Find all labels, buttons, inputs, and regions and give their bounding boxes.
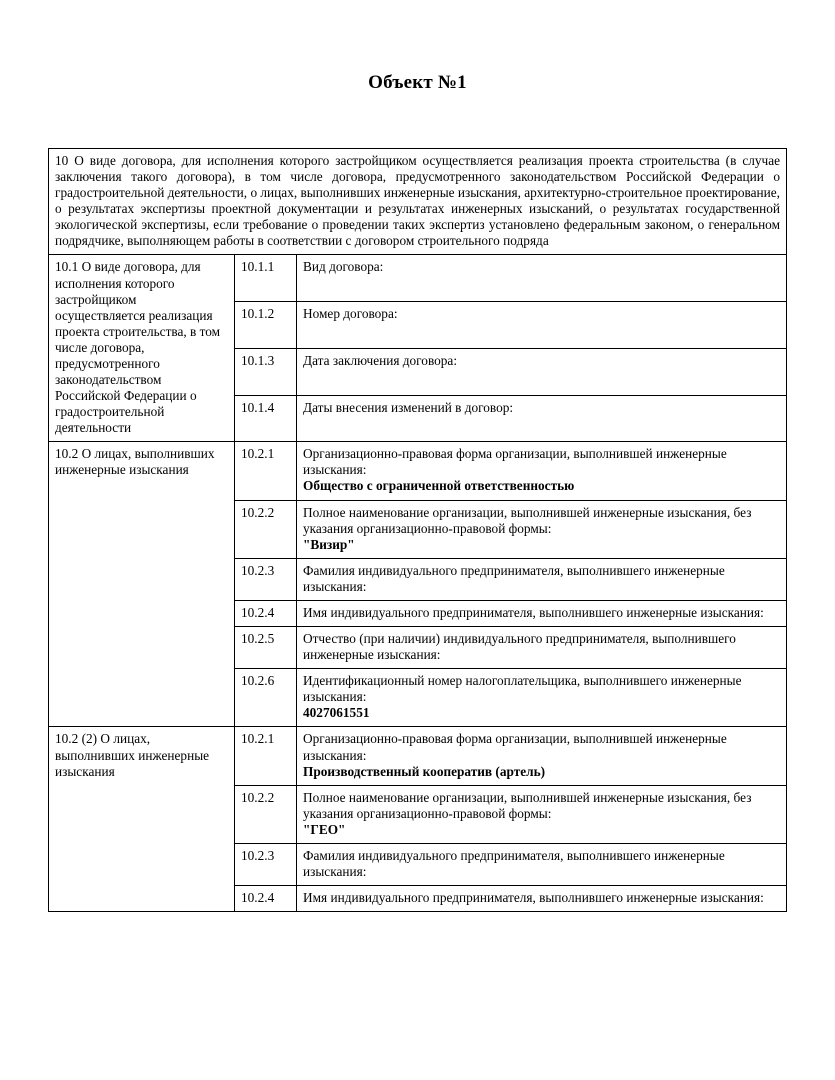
row-field bbox=[297, 843, 787, 885]
row-field bbox=[297, 348, 787, 395]
row-code: 10.2.3 bbox=[235, 843, 297, 885]
row-field bbox=[297, 255, 787, 302]
row-code: 10.2.5 bbox=[235, 627, 297, 669]
row-code: 10.1.3 bbox=[235, 348, 297, 395]
row-field-label: Фамилия индивидуального предпринимателя, выполнившего инженерные изыскания: bbox=[303, 562, 725, 594]
row-field-label: Вид договора: bbox=[303, 259, 384, 275]
row-field bbox=[297, 395, 787, 442]
row-code: 10.2.2 bbox=[235, 785, 297, 843]
table-header-row bbox=[49, 149, 787, 255]
row-code: 10.2.6 bbox=[235, 669, 297, 727]
row-field-label: Полное наименование организации, выполнившей инженерные изыскания, без указания организационно-правовой формы: bbox=[303, 504, 752, 536]
section-header-text: 10 О виде договора, для исполнения которого застройщиком осуществляется реализация проекта строительства (в случае заключения такого договора), в том числе договора, предусмотренного законодательством Российской Федерации о градостроительной деятельности, о лицах, выполнивших инженерные изыскания, архитектурно-строительное проектирование, о результатах экспертизы проектной документации и результатах инженерных изысканий, о результатах государственной экологической экспертизы, если требование о проведении таких экспертиз установлено федеральным законом, о генеральном подрядчике, выполняющем работы в соответствии с договором строительного подряда bbox=[49, 149, 787, 255]
row-value: Общество с ограниченной ответственностью bbox=[303, 478, 575, 494]
page-title: Объект №1 bbox=[368, 72, 467, 93]
row-section-label: 10.2 (2) О лицах, выполнивших инженерные изыскания bbox=[49, 727, 235, 912]
row-field bbox=[297, 627, 787, 669]
row-field bbox=[297, 785, 787, 843]
row-section-label: 10.1 О виде договора, для исполнения которого застройщиком осуществляется реализация проекта строительства, в том числе договора, предусмотренного законодательством Российской Федерации о градостроительной деятельности bbox=[49, 255, 235, 442]
row-field-label: Идентификационный номер налогоплательщика, выполнившего инженерные изыскания: bbox=[303, 673, 742, 705]
row-field bbox=[297, 727, 787, 785]
row-field bbox=[297, 669, 787, 727]
row-value: 4027061551 bbox=[303, 705, 370, 721]
row-field-label: Даты внесения изменений в договор: bbox=[303, 399, 514, 415]
row-field-label: Организационно-правовая форма организации, выполнившей инженерные изыскания: bbox=[303, 731, 727, 763]
declaration-table bbox=[48, 148, 787, 912]
row-field-label: Полное наименование организации, выполнившей инженерные изыскания, без указания организационно-правовой формы: bbox=[303, 789, 752, 821]
row-code: 10.2.1 bbox=[235, 442, 297, 500]
row-field-label: Отчество (при наличии) индивидуального предпринимателя, выполнившего инженерные изыскания: bbox=[303, 631, 736, 663]
row-field-label: Имя индивидуального предпринимателя, выполнившего инженерные изыскания: bbox=[303, 890, 764, 906]
row-field bbox=[297, 500, 787, 558]
row-field bbox=[297, 302, 787, 349]
row-code: 10.1.4 bbox=[235, 395, 297, 442]
row-field-label: Фамилия индивидуального предпринимателя, выполнившего инженерные изыскания: bbox=[303, 847, 725, 879]
row-code: 10.1.1 bbox=[235, 255, 297, 302]
row-code: 10.2.2 bbox=[235, 500, 297, 558]
row-value: "ГЕО" bbox=[303, 821, 346, 837]
row-code: 10.2.1 bbox=[235, 727, 297, 785]
row-value: "Визир" bbox=[303, 536, 355, 552]
row-field-label: Номер договора: bbox=[303, 306, 398, 322]
row-code: 10.1.2 bbox=[235, 302, 297, 349]
row-field-label: Организационно-правовая форма организации, выполнившей инженерные изыскания: bbox=[303, 446, 727, 478]
row-value: Производственный кооператив (артель) bbox=[303, 763, 546, 779]
row-code: 10.2.4 bbox=[235, 600, 297, 626]
row-field bbox=[297, 600, 787, 626]
table-row bbox=[49, 442, 787, 500]
row-field bbox=[297, 558, 787, 600]
row-code: 10.2.3 bbox=[235, 558, 297, 600]
row-field-label: Имя индивидуального предпринимателя, выполнившего инженерные изыскания: bbox=[303, 604, 764, 620]
row-field bbox=[297, 442, 787, 500]
row-field bbox=[297, 886, 787, 912]
row-section-label: 10.2 О лицах, выполнивших инженерные изыскания bbox=[49, 442, 235, 727]
table-row bbox=[49, 727, 787, 785]
row-code: 10.2.4 bbox=[235, 886, 297, 912]
row-field-label: Дата заключения договора: bbox=[303, 352, 458, 368]
table-row bbox=[49, 255, 787, 302]
table-body bbox=[49, 149, 787, 912]
